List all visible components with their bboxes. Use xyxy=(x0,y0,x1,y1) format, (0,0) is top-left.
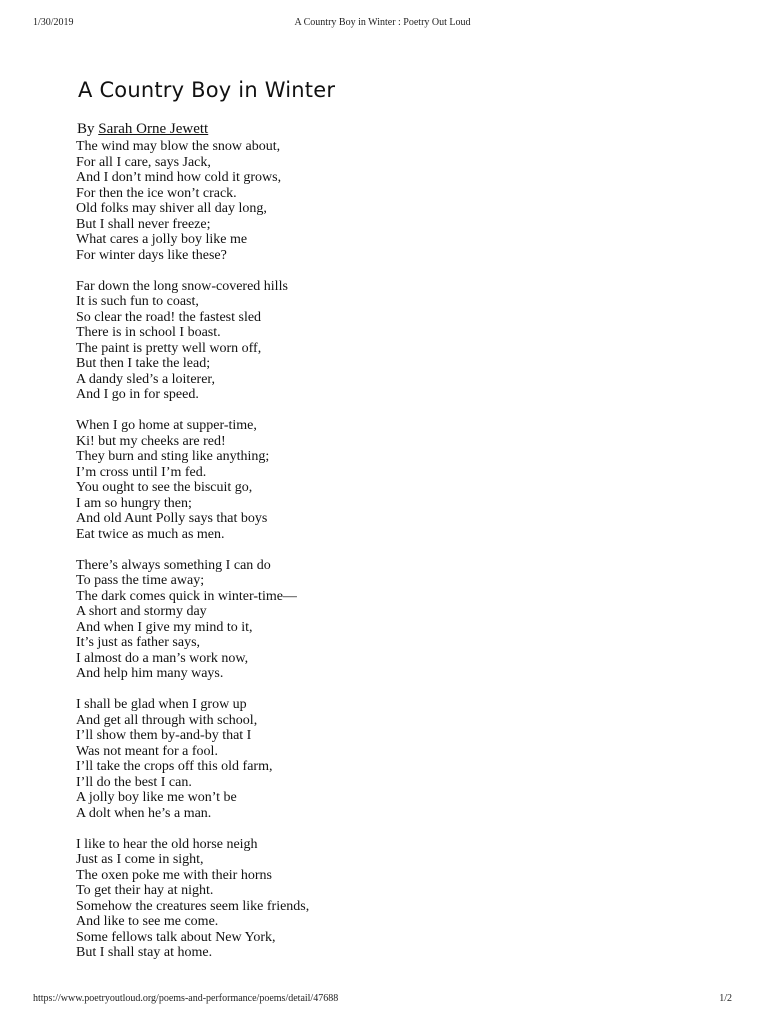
poem-line: And I go in for speed. xyxy=(76,387,199,402)
poem-line: It is such fun to coast, xyxy=(76,294,199,309)
poem-line: There’s always something I can do xyxy=(76,557,271,573)
stanza xyxy=(76,697,696,821)
poem-line: The oxen poke me with their horns xyxy=(76,867,272,883)
poem-line: But I shall never freeze; xyxy=(76,216,211,232)
poem-line: So clear the road! the fastest sled xyxy=(76,309,262,325)
print-date: 1/30/2019 xyxy=(33,17,74,28)
poem-line: I almost do a man’s work now, xyxy=(76,650,249,666)
poem-line: A dandy sled’s a loiterer, xyxy=(76,371,216,387)
author-link[interactable]: Sarah Orne Jewett xyxy=(98,121,209,137)
poem-line: I am so hungry then; xyxy=(76,495,192,511)
page-url: https://www.poetryoutloud.org/poems-and-performance/poems/detail/47688 xyxy=(33,993,339,1004)
poem-line: Was not meant for a fool. xyxy=(76,743,218,759)
poem-line: But I shall stay at home. xyxy=(76,945,213,960)
poem-line: A jolly boy like me won’t be xyxy=(76,790,237,805)
by-label: By xyxy=(77,121,95,137)
poem-line: For then the ice won’t crack. xyxy=(76,185,237,201)
poem-line: A dolt when he’s a man. xyxy=(76,805,212,821)
poem-line: It’s just as father says, xyxy=(76,635,201,650)
byline xyxy=(77,121,208,138)
poem-line: Ki! but my cheeks are red! xyxy=(76,433,226,449)
stanza xyxy=(76,558,696,682)
poem-line: And get all through with school, xyxy=(76,712,258,728)
poem-line: A short and stormy day xyxy=(76,604,207,619)
poem-line: And like to see me come. xyxy=(76,914,219,929)
poem-line: Eat twice as much as men. xyxy=(76,526,225,542)
poem-line: To pass the time away; xyxy=(76,573,205,588)
poem-line: I’ll take the crops off this old farm, xyxy=(76,759,273,774)
poem-line: I’ll show them by-and-by that I xyxy=(76,728,252,743)
poem-line: The wind may blow the snow about, xyxy=(76,139,281,154)
poem-body xyxy=(76,139,696,976)
poem-line: They burn and sting like anything; xyxy=(76,449,270,464)
print-document-title: A Country Boy in Winter : Poetry Out Loud xyxy=(294,17,471,28)
print-header xyxy=(33,17,732,31)
page-number: 1/2 xyxy=(719,993,732,1004)
poem-line: You ought to see the biscuit go, xyxy=(76,480,253,495)
poem-title: A Country Boy in Winter xyxy=(78,78,336,102)
poem-line: The paint is pretty well worn off, xyxy=(76,340,262,356)
poem-line: What cares a jolly boy like me xyxy=(76,232,248,247)
poem-line: To get their hay at night. xyxy=(76,883,214,898)
stanza xyxy=(76,139,696,263)
poem-line: I like to hear the old horse neigh xyxy=(76,836,258,852)
stanza xyxy=(76,837,696,961)
poem-line: But then I take the lead; xyxy=(76,356,211,371)
poem-line: There is in school I boast. xyxy=(76,325,221,340)
poem-line: And old Aunt Polly says that boys xyxy=(76,511,268,526)
poem-line: Old folks may shiver all day long, xyxy=(76,201,267,216)
stanza xyxy=(76,279,696,403)
poem-line: Somehow the creatures seem like friends, xyxy=(76,898,310,914)
poem-line: Just as I come in sight, xyxy=(76,852,204,867)
stanza xyxy=(76,418,696,542)
poem-line: The dark comes quick in winter-time— xyxy=(76,588,297,604)
poem-line: When I go home at supper-time, xyxy=(76,418,257,433)
poem-line: And help him many ways. xyxy=(76,666,224,681)
poem-line: And when I give my mind to it, xyxy=(76,619,253,635)
poem-line: Far down the long snow-covered hills xyxy=(76,278,288,294)
poem-line: I’ll do the best I can. xyxy=(76,774,192,790)
poem-line: I’m cross until I’m fed. xyxy=(76,464,207,480)
poem-line: For all I care, says Jack, xyxy=(76,154,211,170)
poem-line: For winter days like these? xyxy=(76,247,227,263)
poem-line: Some fellows talk about New York, xyxy=(76,929,276,945)
poem-line: I shall be glad when I grow up xyxy=(76,697,247,712)
print-footer xyxy=(33,993,732,1007)
poem-line: And I don’t mind how cold it grows, xyxy=(76,170,282,185)
